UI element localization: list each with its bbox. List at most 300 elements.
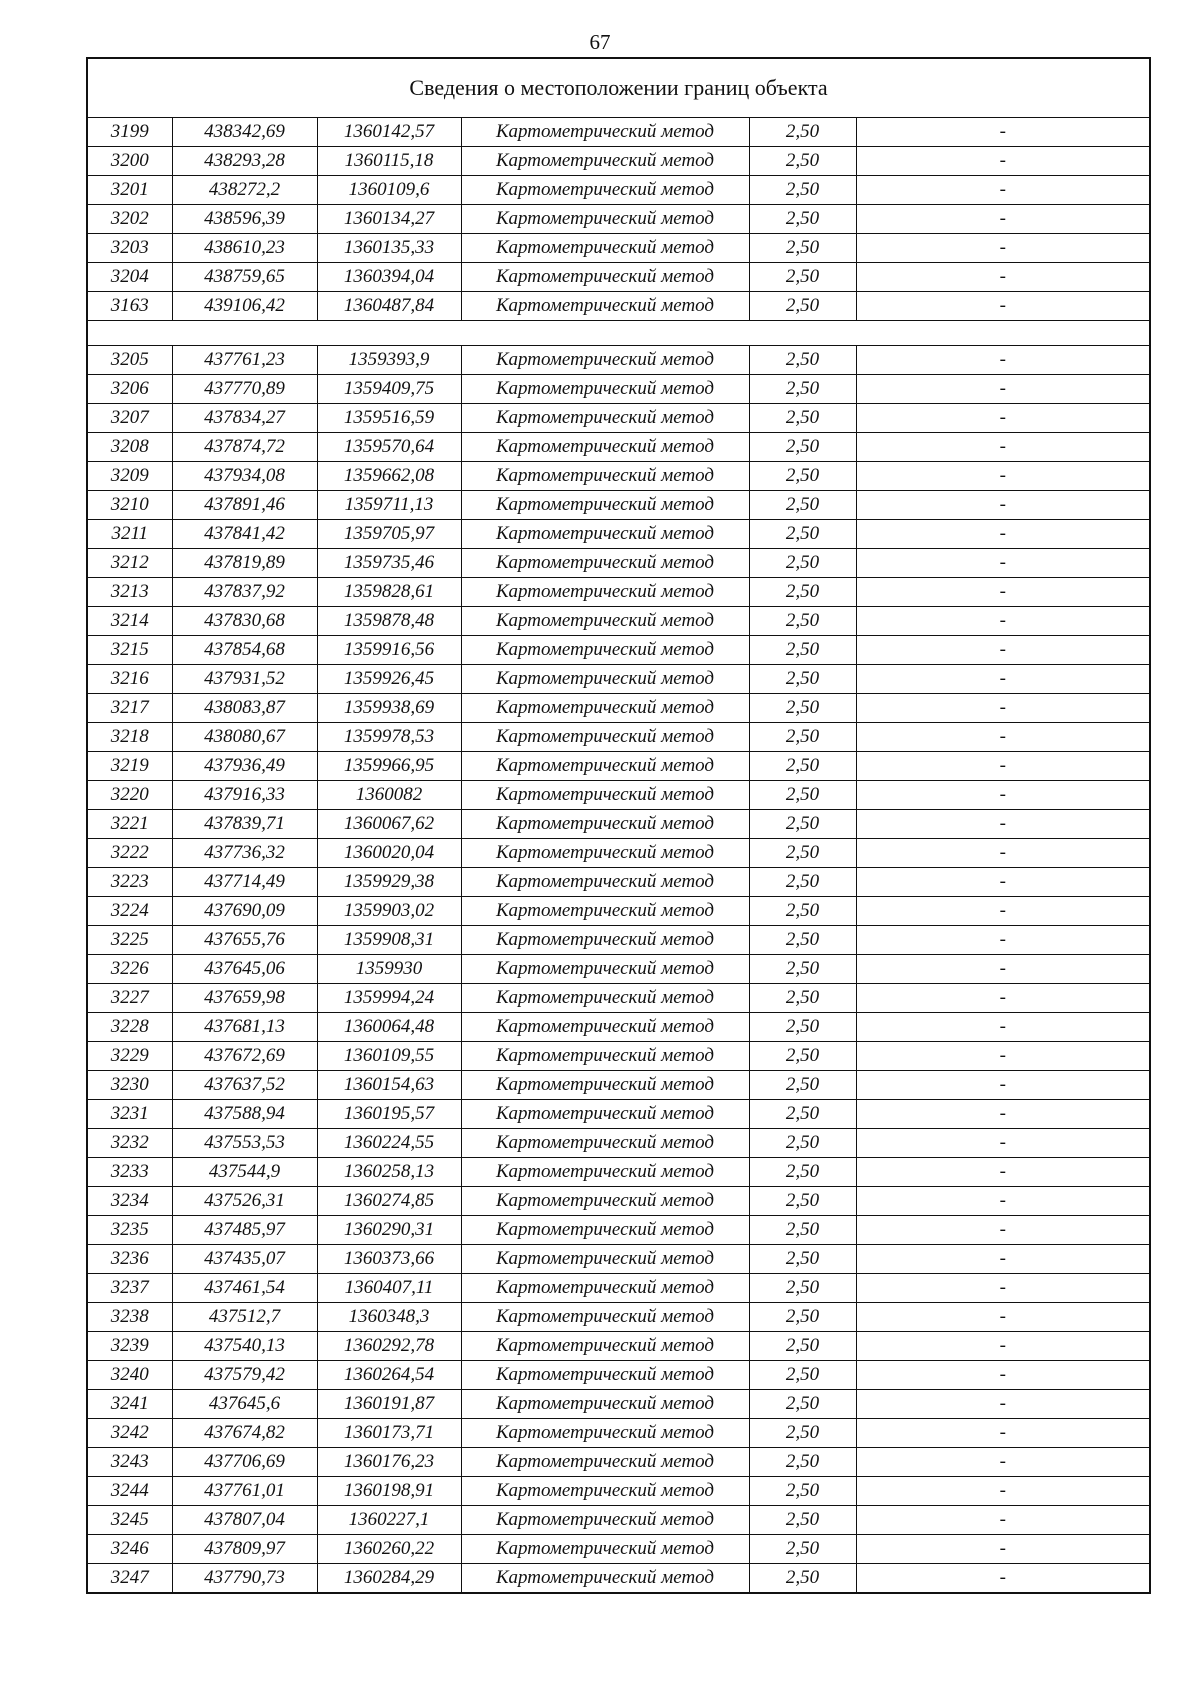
description-cell: - [856,404,1150,433]
table-row [87,292,1150,321]
y-coordinate-cell: 1360134,27 [317,205,461,234]
method-cell: Картометрический метод [461,607,749,636]
x-coordinate-cell: 438759,65 [172,263,317,292]
boundary-coordinates-table [86,57,1151,1594]
x-coordinate-cell: 437931,52 [172,665,317,694]
method-cell: Картометрический метод [461,549,749,578]
point-number-cell: 3247 [87,1564,172,1594]
point-number-cell: 3212 [87,549,172,578]
x-coordinate-cell: 437579,42 [172,1361,317,1390]
description-cell: - [856,926,1150,955]
accuracy-cell: 2,50 [749,897,856,926]
y-coordinate-cell: 1359994,24 [317,984,461,1013]
accuracy-cell: 2,50 [749,1361,856,1390]
x-coordinate-cell: 437837,92 [172,578,317,607]
accuracy-cell: 2,50 [749,1158,856,1187]
description-cell: - [856,1535,1150,1564]
x-coordinate-cell: 438342,69 [172,118,317,147]
table-row [87,1274,1150,1303]
method-cell: Картометрический метод [461,1477,749,1506]
point-number-cell: 3224 [87,897,172,926]
x-coordinate-cell: 437674,82 [172,1419,317,1448]
method-cell: Картометрический метод [461,1245,749,1274]
y-coordinate-cell: 1359926,45 [317,665,461,694]
description-cell: - [856,636,1150,665]
accuracy-cell: 2,50 [749,1100,856,1129]
x-coordinate-cell: 437645,6 [172,1390,317,1419]
point-number-cell: 3245 [87,1506,172,1535]
point-number-cell: 3236 [87,1245,172,1274]
y-coordinate-cell: 1359966,95 [317,752,461,781]
accuracy-cell: 2,50 [749,404,856,433]
accuracy-cell: 2,50 [749,955,856,984]
table-title: Сведения о местоположении границ объекта [87,58,1150,118]
point-number-cell: 3219 [87,752,172,781]
table-row [87,1390,1150,1419]
point-number-cell: 3199 [87,118,172,147]
point-number-cell: 3203 [87,234,172,263]
method-cell: Картометрический метод [461,1042,749,1071]
description-cell: - [856,147,1150,176]
x-coordinate-cell: 437761,23 [172,346,317,375]
point-number-cell: 3208 [87,433,172,462]
table-row [87,1100,1150,1129]
point-number-cell: 3233 [87,1158,172,1187]
description-cell: - [856,176,1150,205]
method-cell: Картометрический метод [461,147,749,176]
table-row [87,205,1150,234]
point-number-cell: 3234 [87,1187,172,1216]
point-number-cell: 3218 [87,723,172,752]
method-cell: Картометрический метод [461,839,749,868]
x-coordinate-cell: 437841,42 [172,520,317,549]
accuracy-cell: 2,50 [749,723,856,752]
y-coordinate-cell: 1360264,54 [317,1361,461,1390]
x-coordinate-cell: 437790,73 [172,1564,317,1594]
accuracy-cell: 2,50 [749,810,856,839]
method-cell: Картометрический метод [461,1216,749,1245]
y-coordinate-cell: 1359878,48 [317,607,461,636]
method-cell: Картометрический метод [461,491,749,520]
accuracy-cell: 2,50 [749,1419,856,1448]
x-coordinate-cell: 437588,94 [172,1100,317,1129]
y-coordinate-cell: 1360135,33 [317,234,461,263]
table-row [87,578,1150,607]
accuracy-cell: 2,50 [749,491,856,520]
point-number-cell: 3244 [87,1477,172,1506]
table-row [87,781,1150,810]
method-cell: Картометрический метод [461,1390,749,1419]
method-cell: Картометрический метод [461,752,749,781]
x-coordinate-cell: 438293,28 [172,147,317,176]
y-coordinate-cell: 1359908,31 [317,926,461,955]
accuracy-cell: 2,50 [749,1506,856,1535]
table-body [87,58,1150,1593]
point-number-cell: 3228 [87,1013,172,1042]
point-number-cell: 3225 [87,926,172,955]
description-cell: - [856,1187,1150,1216]
table-row [87,176,1150,205]
x-coordinate-cell: 437655,76 [172,926,317,955]
description-cell: - [856,1013,1150,1042]
point-number-cell: 3209 [87,462,172,491]
y-coordinate-cell: 1360176,23 [317,1448,461,1477]
point-number-cell: 3235 [87,1216,172,1245]
point-number-cell: 3238 [87,1303,172,1332]
description-cell: - [856,263,1150,292]
point-number-cell: 3241 [87,1390,172,1419]
description-cell: - [856,205,1150,234]
method-cell: Картометрический метод [461,1535,749,1564]
accuracy-cell: 2,50 [749,1303,856,1332]
x-coordinate-cell: 437936,49 [172,752,317,781]
method-cell: Картометрический метод [461,578,749,607]
description-cell: - [856,1564,1150,1594]
x-coordinate-cell: 437714,49 [172,868,317,897]
point-number-cell: 3246 [87,1535,172,1564]
x-coordinate-cell: 437891,46 [172,491,317,520]
method-cell: Картометрический метод [461,292,749,321]
method-cell: Картометрический метод [461,1129,749,1158]
y-coordinate-cell: 1360260,22 [317,1535,461,1564]
table-row [87,636,1150,665]
table-row [87,1042,1150,1071]
y-coordinate-cell: 1360064,48 [317,1013,461,1042]
accuracy-cell: 2,50 [749,292,856,321]
table-row [87,263,1150,292]
table-row [87,607,1150,636]
point-number-cell: 3227 [87,984,172,1013]
description-cell: - [856,694,1150,723]
x-coordinate-cell: 438610,23 [172,234,317,263]
y-coordinate-cell: 1360020,04 [317,839,461,868]
point-number-cell: 3210 [87,491,172,520]
y-coordinate-cell: 1360487,84 [317,292,461,321]
x-coordinate-cell: 437761,01 [172,1477,317,1506]
y-coordinate-cell: 1360195,57 [317,1100,461,1129]
table-row [87,1564,1150,1594]
description-cell: - [856,234,1150,263]
accuracy-cell: 2,50 [749,1129,856,1158]
table-row [87,1506,1150,1535]
accuracy-cell: 2,50 [749,1535,856,1564]
description-cell: - [856,810,1150,839]
point-number-cell: 3217 [87,694,172,723]
description-cell: - [856,723,1150,752]
point-number-cell: 3201 [87,176,172,205]
table-row [87,118,1150,147]
method-cell: Картометрический метод [461,665,749,694]
method-cell: Картометрический метод [461,636,749,665]
table-row [87,433,1150,462]
table-row [87,1245,1150,1274]
x-coordinate-cell: 437435,07 [172,1245,317,1274]
accuracy-cell: 2,50 [749,462,856,491]
point-number-cell: 3237 [87,1274,172,1303]
y-coordinate-cell: 1359516,59 [317,404,461,433]
group-separator-row [87,321,1150,346]
accuracy-cell: 2,50 [749,694,856,723]
table-row [87,1158,1150,1187]
y-coordinate-cell: 1359978,53 [317,723,461,752]
point-number-cell: 3231 [87,1100,172,1129]
description-cell: - [856,984,1150,1013]
method-cell: Картометрический метод [461,176,749,205]
table-row [87,1013,1150,1042]
point-number-cell: 3222 [87,839,172,868]
y-coordinate-cell: 1359570,64 [317,433,461,462]
accuracy-cell: 2,50 [749,375,856,404]
method-cell: Картометрический метод [461,868,749,897]
table-row [87,520,1150,549]
table-row [87,694,1150,723]
point-number-cell: 3221 [87,810,172,839]
method-cell: Картометрический метод [461,205,749,234]
y-coordinate-cell: 1360142,57 [317,118,461,147]
table-row [87,723,1150,752]
point-number-cell: 3229 [87,1042,172,1071]
y-coordinate-cell: 1360067,62 [317,810,461,839]
description-cell: - [856,839,1150,868]
y-coordinate-cell: 1360292,78 [317,1332,461,1361]
method-cell: Картометрический метод [461,1187,749,1216]
x-coordinate-cell: 437461,54 [172,1274,317,1303]
point-number-cell: 3202 [87,205,172,234]
description-cell: - [856,1216,1150,1245]
method-cell: Картометрический метод [461,926,749,955]
accuracy-cell: 2,50 [749,520,856,549]
method-cell: Картометрический метод [461,433,749,462]
description-cell: - [856,578,1150,607]
method-cell: Картометрический метод [461,694,749,723]
point-number-cell: 3215 [87,636,172,665]
table-row [87,1535,1150,1564]
x-coordinate-cell: 437672,69 [172,1042,317,1071]
x-coordinate-cell: 437659,98 [172,984,317,1013]
table-row [87,1419,1150,1448]
accuracy-cell: 2,50 [749,1274,856,1303]
point-number-cell: 3213 [87,578,172,607]
y-coordinate-cell: 1359393,9 [317,346,461,375]
y-coordinate-cell: 1359903,02 [317,897,461,926]
accuracy-cell: 2,50 [749,118,856,147]
y-coordinate-cell: 1360191,87 [317,1390,461,1419]
description-cell: - [856,665,1150,694]
accuracy-cell: 2,50 [749,926,856,955]
x-coordinate-cell: 437839,71 [172,810,317,839]
description-cell: - [856,433,1150,462]
table-row [87,1332,1150,1361]
accuracy-cell: 2,50 [749,752,856,781]
point-number-cell: 3214 [87,607,172,636]
description-cell: - [856,292,1150,321]
method-cell: Картометрический метод [461,1361,749,1390]
accuracy-cell: 2,50 [749,665,856,694]
x-coordinate-cell: 437807,04 [172,1506,317,1535]
accuracy-cell: 2,50 [749,636,856,665]
point-number-cell: 3232 [87,1129,172,1158]
table-row [87,984,1150,1013]
y-coordinate-cell: 1359409,75 [317,375,461,404]
description-cell: - [856,1448,1150,1477]
y-coordinate-cell: 1359916,56 [317,636,461,665]
x-coordinate-cell: 437830,68 [172,607,317,636]
method-cell: Картометрический метод [461,1100,749,1129]
x-coordinate-cell: 437874,72 [172,433,317,462]
point-number-cell: 3240 [87,1361,172,1390]
description-cell: - [856,1361,1150,1390]
table-title-row [87,58,1150,118]
accuracy-cell: 2,50 [749,263,856,292]
description-cell: - [856,1274,1150,1303]
description-cell: - [856,1332,1150,1361]
accuracy-cell: 2,50 [749,1042,856,1071]
point-number-cell: 3204 [87,263,172,292]
accuracy-cell: 2,50 [749,1013,856,1042]
table-row [87,926,1150,955]
x-coordinate-cell: 437512,7 [172,1303,317,1332]
method-cell: Картометрический метод [461,1506,749,1535]
table-row [87,839,1150,868]
point-number-cell: 3242 [87,1419,172,1448]
method-cell: Картометрический метод [461,955,749,984]
table-row [87,549,1150,578]
x-coordinate-cell: 439106,42 [172,292,317,321]
table-row [87,234,1150,263]
table-row [87,1477,1150,1506]
accuracy-cell: 2,50 [749,839,856,868]
method-cell: Картометрический метод [461,810,749,839]
y-coordinate-cell: 1360198,91 [317,1477,461,1506]
description-cell: - [856,955,1150,984]
accuracy-cell: 2,50 [749,1448,856,1477]
point-number-cell: 3226 [87,955,172,984]
method-cell: Картометрический метод [461,1303,749,1332]
description-cell: - [856,346,1150,375]
method-cell: Картометрический метод [461,1332,749,1361]
accuracy-cell: 2,50 [749,147,856,176]
x-coordinate-cell: 437934,08 [172,462,317,491]
y-coordinate-cell: 1360154,63 [317,1071,461,1100]
y-coordinate-cell: 1360394,04 [317,263,461,292]
y-coordinate-cell: 1360109,55 [317,1042,461,1071]
method-cell: Картометрический метод [461,1448,749,1477]
description-cell: - [856,1303,1150,1332]
method-cell: Картометрический метод [461,375,749,404]
description-cell: - [856,781,1150,810]
table-row [87,1187,1150,1216]
accuracy-cell: 2,50 [749,1390,856,1419]
method-cell: Картометрический метод [461,781,749,810]
x-coordinate-cell: 437553,53 [172,1129,317,1158]
description-cell: - [856,868,1150,897]
point-number-cell: 3163 [87,292,172,321]
method-cell: Картометрический метод [461,404,749,433]
description-cell: - [856,1129,1150,1158]
accuracy-cell: 2,50 [749,1216,856,1245]
x-coordinate-cell: 437540,13 [172,1332,317,1361]
accuracy-cell: 2,50 [749,1071,856,1100]
y-coordinate-cell: 1359930 [317,955,461,984]
accuracy-cell: 2,50 [749,781,856,810]
description-cell: - [856,520,1150,549]
accuracy-cell: 2,50 [749,1477,856,1506]
description-cell: - [856,1477,1150,1506]
description-cell: - [856,1100,1150,1129]
description-cell: - [856,1506,1150,1535]
description-cell: - [856,1071,1150,1100]
accuracy-cell: 2,50 [749,1564,856,1594]
accuracy-cell: 2,50 [749,176,856,205]
y-coordinate-cell: 1360284,29 [317,1564,461,1594]
table-row [87,752,1150,781]
method-cell: Картометрический метод [461,520,749,549]
point-number-cell: 3243 [87,1448,172,1477]
point-number-cell: 3216 [87,665,172,694]
table-row [87,147,1150,176]
y-coordinate-cell: 1360224,55 [317,1129,461,1158]
method-cell: Картометрический метод [461,346,749,375]
table-row [87,665,1150,694]
accuracy-cell: 2,50 [749,433,856,462]
description-cell: - [856,118,1150,147]
y-coordinate-cell: 1360082 [317,781,461,810]
x-coordinate-cell: 437690,09 [172,897,317,926]
x-coordinate-cell: 437485,97 [172,1216,317,1245]
point-number-cell: 3239 [87,1332,172,1361]
accuracy-cell: 2,50 [749,205,856,234]
method-cell: Картометрический метод [461,1158,749,1187]
table-row [87,1129,1150,1158]
method-cell: Картометрический метод [461,462,749,491]
y-coordinate-cell: 1359735,46 [317,549,461,578]
description-cell: - [856,1158,1150,1187]
y-coordinate-cell: 1360407,11 [317,1274,461,1303]
table-row [87,346,1150,375]
x-coordinate-cell: 437854,68 [172,636,317,665]
method-cell: Картометрический метод [461,1013,749,1042]
accuracy-cell: 2,50 [749,549,856,578]
table-row [87,404,1150,433]
x-coordinate-cell: 437916,33 [172,781,317,810]
x-coordinate-cell: 437681,13 [172,1013,317,1042]
description-cell: - [856,491,1150,520]
method-cell: Картометрический метод [461,234,749,263]
x-coordinate-cell: 437834,27 [172,404,317,433]
y-coordinate-cell: 1360227,1 [317,1506,461,1535]
description-cell: - [856,462,1150,491]
point-number-cell: 3206 [87,375,172,404]
method-cell: Картометрический метод [461,897,749,926]
description-cell: - [856,607,1150,636]
method-cell: Картометрический метод [461,1274,749,1303]
table-row [87,868,1150,897]
x-coordinate-cell: 437645,06 [172,955,317,984]
x-coordinate-cell: 437809,97 [172,1535,317,1564]
table-row [87,810,1150,839]
description-cell: - [856,1419,1150,1448]
y-coordinate-cell: 1359662,08 [317,462,461,491]
accuracy-cell: 2,50 [749,346,856,375]
accuracy-cell: 2,50 [749,1245,856,1274]
accuracy-cell: 2,50 [749,984,856,1013]
point-number-cell: 3207 [87,404,172,433]
y-coordinate-cell: 1360258,13 [317,1158,461,1187]
table-row [87,897,1150,926]
description-cell: - [856,752,1150,781]
description-cell: - [856,897,1150,926]
x-coordinate-cell: 437544,9 [172,1158,317,1187]
